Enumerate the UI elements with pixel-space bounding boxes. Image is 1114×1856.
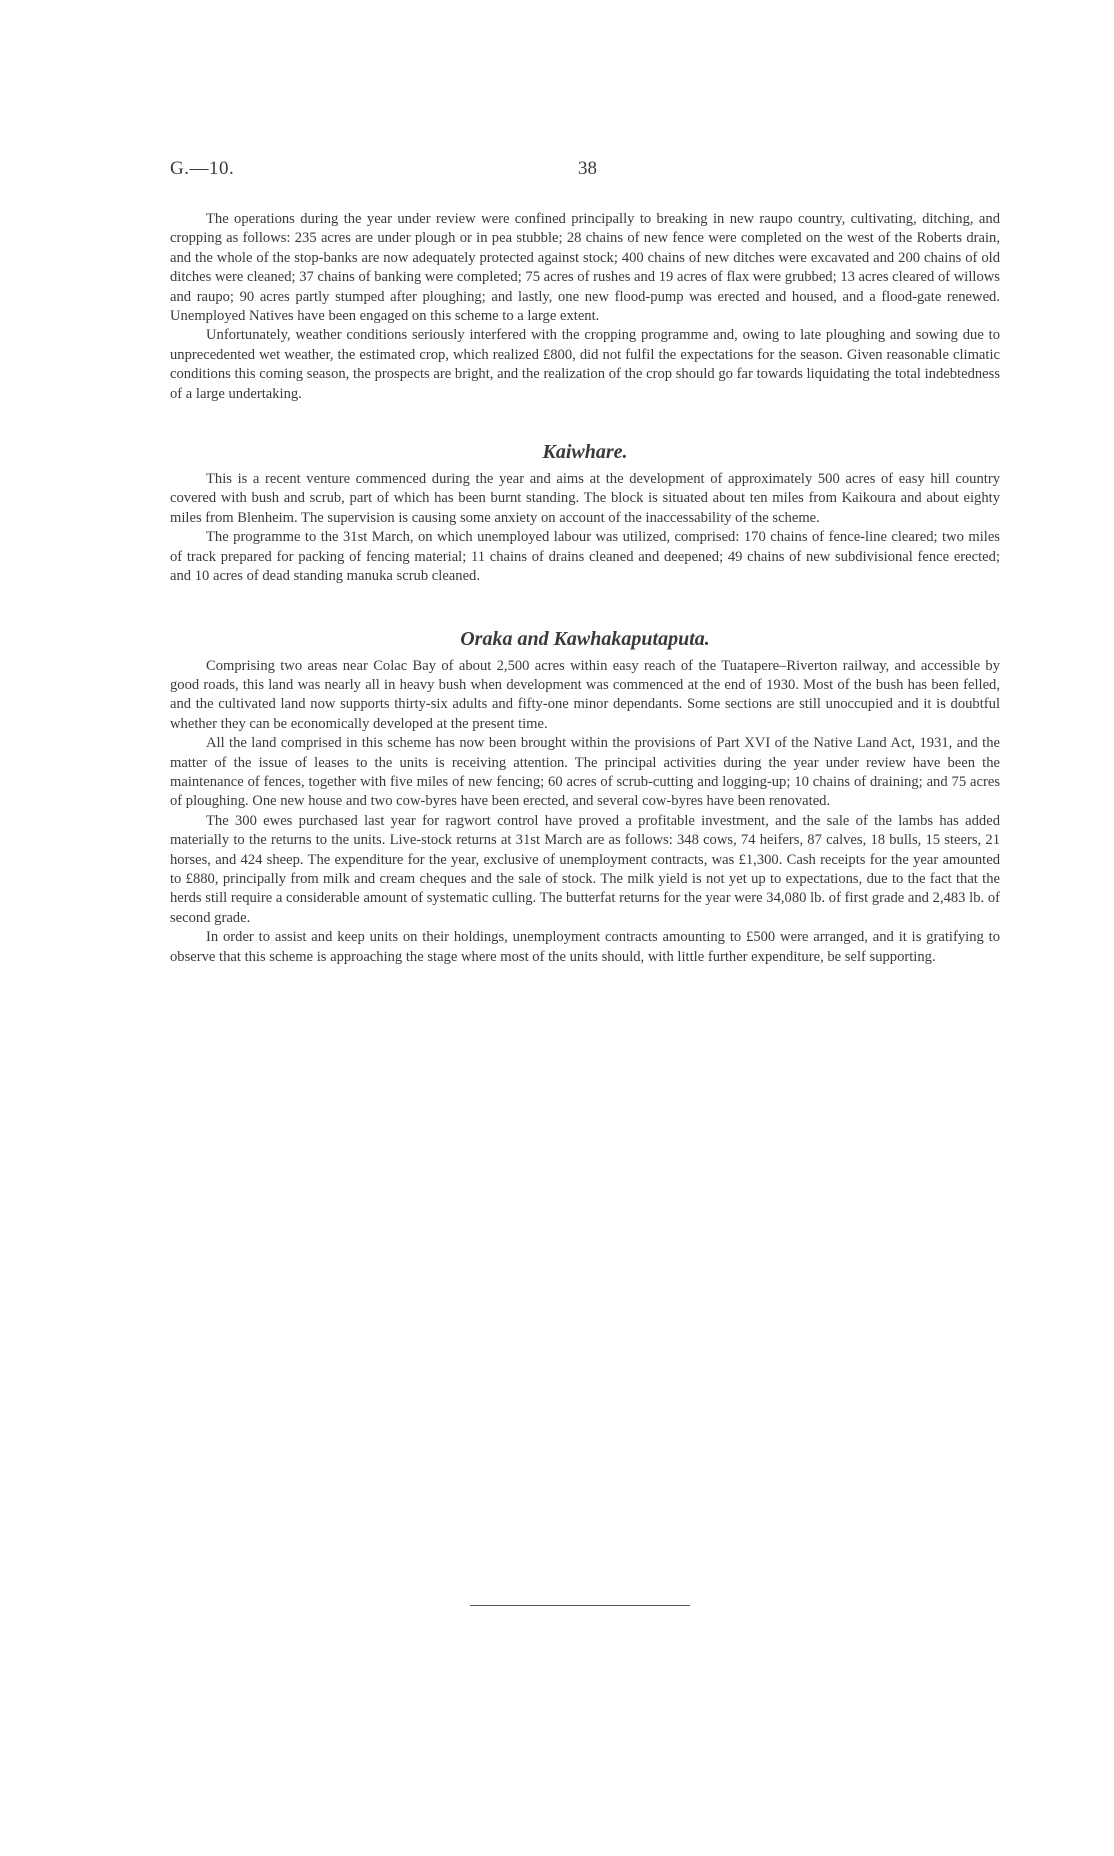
report-code: G.—10. bbox=[170, 158, 235, 179]
body-paragraph: Unfortunately, weather conditions seriously interfered with the cropping programme and, owing to late ploughing and sowing due to unprecedented wet weather, the estimated crop, which realized £800, did not fulfil the expectations for the season. Given reasonable climatic conditions this coming season, the prospects are bright, and the realization of the crop should go far towards liquidating the total indebtedness of a large undertaking. bbox=[170, 327, 1000, 402]
page-body bbox=[170, 210, 1000, 967]
body-paragraph: The operations during the year under review were confined principally to breaking in new raupo country, cultivating, ditching, and cropping as follows: 235 acres are under plough or in pea stubble; 28 chains of new fence were completed on the west of the Roberts drain, and the whole of the stop-banks are now adequately protected against stock; 400 chains of new ditches were excavated and 200 chains of old ditches were cleaned; 37 chains of banking were completed; 75 acres of rushes and 19 acres of flax were grubbed; 13 acres cleared of willows and raupo; 90 acres partly stumped after ploughing; and lastly, one new flood-pump was erected and housed, and a flood-gate renewed. Unemployed Natives have been engaged on this scheme to a large extent. bbox=[170, 211, 1000, 325]
intro-section bbox=[170, 210, 1000, 404]
body-paragraph: The 300 ewes purchased last year for ragwort control have proved a profitable investment, and the sale of the lambs has added materially to the returns to the units. Live-stock returns at 31st March are as follows: 348 cows, 74 heifers, 87 calves, 18 bulls, 15 steers, 21 horses, and 424 sheep. The expenditure for the year, exclusive of unemployment contracts, was £1,300. Cash receipts for the year amounted to £880, principally from milk and cream cheques and the sale of stock. The milk yield is not yet up to expectations, due to the fact that the herds still require a considerable amount of systematic culling. The butterfat returns for the year were 34,080 lb. of first grade and 2,483 lb. of second grade. bbox=[170, 812, 1000, 926]
body-paragraph: This is a recent venture commenced during the year and aims at the development of approximately 500 acres of easy hill country covered with bush and scrub, part of which has been burnt standing. The block is situated about ten miles from Kaikoura and about eighty miles from Blenheim. The supervision is causing some anxiety on account of the inaccessability of the scheme. bbox=[170, 471, 1000, 526]
body-paragraph: All the land comprised in this scheme has now been brought within the provisions of Part XVI of the Native Land Act, 1931, and the matter of the issue of leases to the units is receiving attention. The principal activities during the year under review have been the maintenance of fences, together with five miles of new fencing; 60 acres of scrub-cutting and logging-up; 10 chains of draining; and 75 acres of ploughing. One new house and two cow-byres have been erected, and several cow-byres have been renovated. bbox=[170, 735, 1000, 810]
body-paragraph: Comprising two areas near Colac Bay of about 2,500 acres within easy reach of the Tuatapere–Riverton railway, and accessible by good roads, this land was nearly all in heavy bush when development was commenced at the end of 1930. Most of the bush has been felled, and the cultivated land now supports thirty-six adults and fifty-one minor dependants. Some sections are still unoccupied and it is doubtful whether they can be economically developed at the present time. bbox=[170, 657, 1000, 732]
page-header bbox=[170, 158, 1000, 186]
section-heading-kaiwhare: Kaiwhare. bbox=[542, 441, 628, 464]
kaiwhare-section bbox=[170, 440, 1000, 586]
body-paragraph: The programme to the 31st March, on which unemployed labour was utilized, comprised: 170 chains of fence-line cleared; two miles of track prepared for packing of fencing material; 11 chains of drains cleaned and deepened; 49 chains of new subdivisional fence erected; and 10 acres of dead standing manuka scrub cleaned. bbox=[170, 529, 1000, 585]
page-number: 38 bbox=[578, 158, 597, 179]
section-heading-oraka: Oraka and Kawhakaputaputa. bbox=[460, 627, 710, 650]
closing-rule bbox=[470, 1605, 690, 1606]
oraka-section bbox=[170, 627, 1000, 968]
body-paragraph: In order to assist and keep units on their holdings, unemployment contracts amounting to £500 were arranged, and it is gratifying to observe that this scheme is approaching the stage where most of the units should, with little further expenditure, be self supporting. bbox=[170, 929, 1000, 965]
